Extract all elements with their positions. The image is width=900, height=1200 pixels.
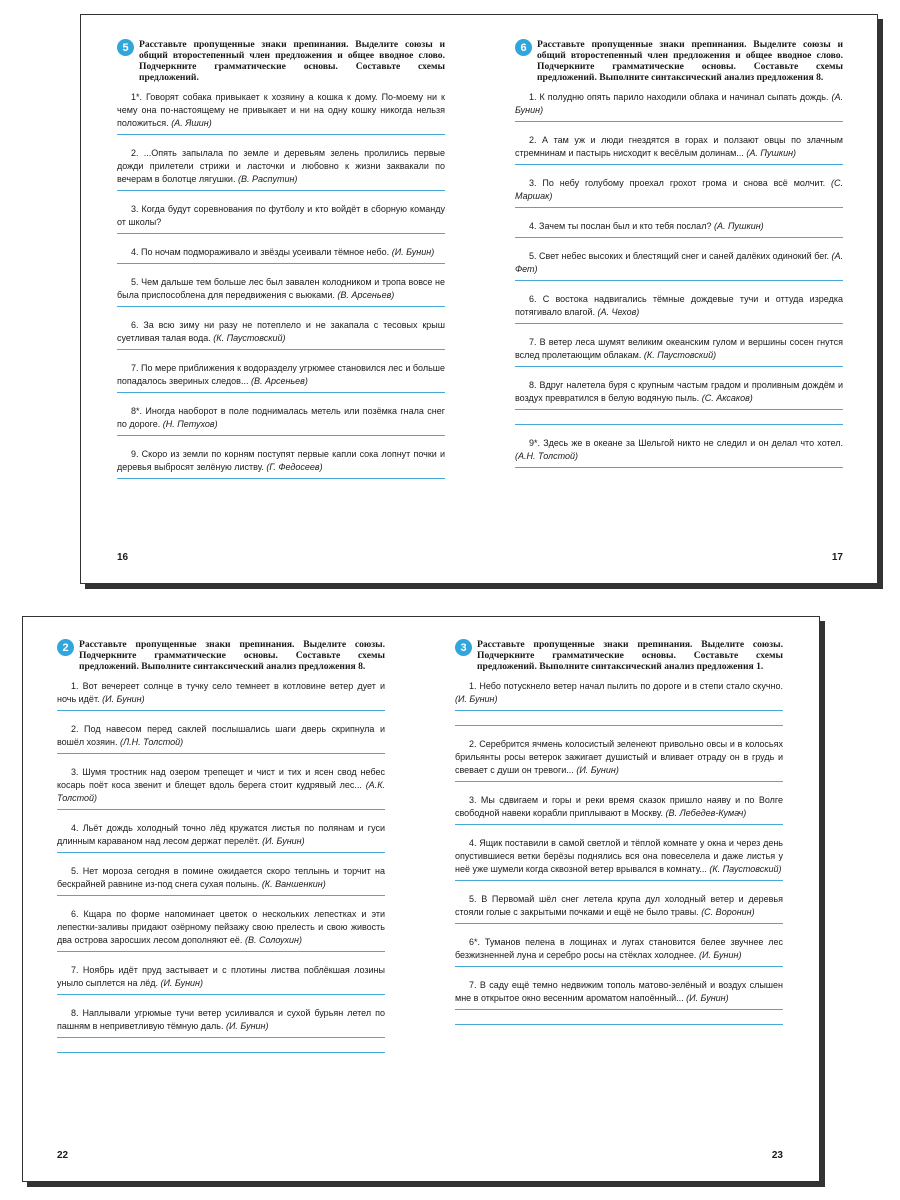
sentence-author: (В. Арсеньев) — [250, 376, 308, 386]
sentence-text: 6. За всю зиму ни разу не потеплело и не закапала с тесовых крыш суетливая талая вода. — [117, 320, 445, 343]
task-number-badge: 3 — [455, 639, 472, 656]
exercise-sentence — [117, 246, 445, 259]
sentence-author: (И. Бунин) — [455, 694, 498, 704]
sentence-text: 8. Вдруг налетела буря с крупным частым градом и проливным дождём и воздух превратился в белую водяную пыль. — [515, 380, 843, 403]
answer-line[interactable] — [515, 207, 843, 208]
exercise-sentence — [117, 319, 445, 345]
task-number-badge: 2 — [57, 639, 74, 656]
sentence-author: (А.К. Толстой) — [57, 780, 385, 803]
answer-line[interactable] — [57, 753, 385, 754]
sentence-author: (Г. Федосеев) — [266, 462, 323, 472]
exercise-item — [455, 936, 783, 967]
exercise-item — [57, 865, 385, 896]
sentence-text: 5. Нет мороза сегодня в помине ожидается скоро теплынь и торчит на бескрайней равнине из-под снега сухая полынь. — [57, 866, 385, 889]
sentence-text: 8*. Иногда наоборот в поле поднималась метель или позёмка гнала снег по дороге. — [117, 406, 445, 429]
sentence-author: (И. Бунин) — [102, 694, 145, 704]
exercise-item — [515, 379, 843, 425]
answer-line[interactable] — [455, 824, 783, 825]
sentence-text: 5. Свет небес высоких и блестящий снег и саней далёких одинокий бег. — [529, 251, 829, 261]
sentence-author: (А. Фет) — [515, 251, 843, 274]
answer-line[interactable] — [515, 323, 843, 324]
answer-line[interactable] — [455, 725, 783, 726]
exercise-item — [57, 908, 385, 952]
sentence-author: (В. Солоухин) — [244, 935, 302, 945]
exercise-item — [117, 362, 445, 393]
exercise-sentence — [515, 437, 843, 463]
answer-line[interactable] — [117, 435, 445, 436]
answer-line[interactable] — [57, 951, 385, 952]
exercise-sentence — [455, 680, 783, 706]
answer-line[interactable] — [515, 366, 843, 367]
exercise-item — [57, 766, 385, 810]
page-22 — [57, 617, 385, 1181]
exercise-item — [57, 1007, 385, 1053]
sentence-author: (И. Бунин) — [686, 993, 729, 1003]
sentence-author: (А. Чехов) — [597, 307, 640, 317]
spread-pages-22-23 — [22, 616, 820, 1182]
exercise-sentence — [455, 794, 783, 820]
sentence-text: 3. Мы сдвигаем и горы и реки время сказок пришло наяву и по Волге свободной навеки корабли приплывают в Москву. — [455, 795, 783, 818]
sentence-author: (А. Пушкин) — [713, 221, 764, 231]
exercise-item — [515, 91, 843, 122]
exercise-sentence — [57, 766, 385, 805]
exercise-item — [455, 680, 783, 726]
answer-line[interactable] — [515, 424, 843, 425]
answer-line[interactable] — [117, 306, 445, 307]
exercise-sentence — [57, 680, 385, 706]
exercise-item — [57, 822, 385, 853]
answer-line[interactable] — [515, 409, 843, 410]
exercise-sentence — [57, 822, 385, 848]
sentence-author: (И. Бунин) — [576, 765, 619, 775]
sentence-author: (К. Паустовский) — [643, 350, 717, 360]
exercise-item — [455, 893, 783, 924]
answer-line[interactable] — [515, 121, 843, 122]
exercise-sentence — [117, 91, 445, 130]
answer-line[interactable] — [117, 190, 445, 191]
exercise-item — [117, 405, 445, 436]
task-header — [455, 639, 783, 672]
task-number-badge: 5 — [117, 39, 134, 56]
exercise-item — [117, 319, 445, 350]
answer-line[interactable] — [57, 809, 385, 810]
exercise-item — [515, 177, 843, 208]
sentence-text: 2. Серебрится ячмень колосистый зеленеют привольно овсы и в колосьях брильянты росы ветерок зажигает душистый и вливает отраду он в грудь и свевает с души он тревоги... — [455, 739, 783, 775]
sentence-text: 4. По ночам подмораживало и звёзды усеивали тёмное небо. — [131, 247, 390, 257]
answer-line[interactable] — [117, 233, 445, 234]
sentence-text: 7. По мере приближения к водоразделу угрюмее становился лес и больше попадалось звериных следов... — [117, 363, 445, 386]
sentence-author: (А. Пушкин) — [746, 148, 797, 158]
sentence-text: 4. Зачем ты послан был и кто тебя послал? — [529, 221, 712, 231]
answer-line[interactable] — [515, 280, 843, 281]
answer-line[interactable] — [117, 263, 445, 264]
exercise-sentence — [515, 379, 843, 405]
answer-line[interactable] — [515, 237, 843, 238]
sentence-text: 1*. Говорят собака привыкает к хозяину а кошка к дому. По-моему ни к чему она по-настоящему не привыкает и ни на одну кошку никогда нельзя положиться. — [117, 92, 445, 128]
exercise-sentence — [515, 134, 843, 160]
sentence-text: 9*. Здесь же в океане за Шельгой никто не следил и он делал что хотел. — [529, 438, 843, 448]
exercise-item — [515, 293, 843, 324]
sentence-author: (В. Арсеньев) — [337, 290, 395, 300]
answer-line[interactable] — [455, 710, 783, 711]
answer-line[interactable] — [57, 895, 385, 896]
sentence-text: 7. В ветер леса шумят великим океанским гулом и вершины сосен гнутся вслед пролетающим облакам. — [515, 337, 843, 360]
answer-line[interactable] — [57, 710, 385, 711]
sentence-text: 3. Шумя тростник над озером трепещет и чист и тих и ясен свод небес косарь поёт коса звенит и блещет вдоль берега стоит кудрявый лес... — [57, 767, 385, 790]
exercise-item — [57, 964, 385, 995]
exercise-item — [455, 837, 783, 881]
sentence-text: 6. С востока надвигались тёмные дождевые тучи и оттуда изредка потягивало влагой. — [515, 294, 843, 317]
exercise-sentence — [455, 979, 783, 1005]
sentence-text: 6*. Туманов пелена в лощинах и лугах становится белее звучнее лес безжизненней луна и серебро росы на стёклах холоднее. — [455, 937, 783, 960]
answer-line[interactable] — [515, 467, 843, 468]
sentence-author: (В. Лебедев-Кумач) — [665, 808, 747, 818]
answer-line[interactable] — [117, 478, 445, 479]
sentence-text: 3. По небу голубому проехал грохот грома и снова всё молчит. — [529, 178, 826, 188]
exercise-sentence — [117, 405, 445, 431]
sentence-author: (И. Бунин) — [225, 1021, 269, 1031]
sentence-text: 6. Кщара по форме напоминает цветок о нескольких лепестках и эти лепестки-заливы придают озёрному пейзажу свою прелесть и свою живость два острова заросших лесом дополняют её. — [57, 909, 385, 945]
sentence-text: 8. Наплывали угрюмые тучи ветер усиливался и сухой бурьян летел по пашням в неприветливую тёмную даль. — [57, 1008, 385, 1031]
exercise-item — [455, 738, 783, 782]
sentence-text: 5. В Первомай шёл снег летела крупа дул холодный ветер и деревья стояли голые с закрытыми почками и ещё не было травы. — [455, 894, 783, 917]
exercise-sentence — [117, 147, 445, 186]
sentence-text: 4. Ящик поставили в самой светлой и тёплой комнате у окна и через день опустившиеся ветки берёзы поднялись вся она повеселела и даже листья у неё уже шумели когда сквозной ветер врывался в комнату... — [455, 838, 783, 874]
answer-line[interactable] — [455, 880, 783, 881]
exercise-item — [455, 979, 783, 1025]
exercise-sentence — [515, 91, 843, 117]
exercise-sentence — [57, 1007, 385, 1033]
exercise-item — [455, 794, 783, 825]
sentence-author: (И. Бунин) — [391, 247, 435, 257]
exercise-item — [515, 250, 843, 281]
page-17 — [515, 15, 843, 583]
exercise-sentence — [515, 177, 843, 203]
exercise-sentence — [57, 865, 385, 891]
page-number: 16 — [117, 552, 129, 563]
sentence-author: (С. Аксаков) — [701, 393, 753, 403]
sentence-text: 2. Под навесом перед саклей послышались шаги дверь скрипнула и вошёл хозяин. — [57, 724, 385, 747]
answer-line[interactable] — [57, 994, 385, 995]
sentence-text: 9. Скоро из земли по корням поступят первые капли сока лопнут почки и деревья выбросят зелёную листву. — [117, 449, 445, 472]
page-23 — [455, 617, 783, 1181]
exercise-sentence — [455, 893, 783, 919]
sentence-author: (А. Яшин) — [171, 118, 212, 128]
answer-line[interactable] — [455, 923, 783, 924]
sentence-text: 5. Чем дальше тем больше лес был завален колодником и тропа вовсе не была приспособлена для передвижения с вьюками. — [117, 277, 445, 300]
exercise-item — [117, 448, 445, 479]
exercise-item — [117, 147, 445, 191]
exercise-sentence — [515, 220, 843, 233]
answer-line[interactable] — [57, 1052, 385, 1053]
sentence-author: (В. Распутин) — [237, 174, 298, 184]
task-header — [515, 39, 843, 83]
exercise-sentence — [57, 964, 385, 990]
sentence-text: 1. Вот вечереет солнце в тучку село темнеет в котловине ветер дует и ночь идёт. — [57, 681, 385, 704]
sentence-text: 2. ...Опять запылала по земле и деревьям зелень пролились первые дожди прилетели стрижи и ласточки и любовно к жизни заквакали по вечерам в болотце лягушки. — [117, 148, 445, 184]
exercise-item — [57, 680, 385, 711]
spread-pages-16-17 — [80, 14, 878, 584]
task-header — [57, 639, 385, 672]
answer-line[interactable] — [117, 349, 445, 350]
page-number: 23 — [771, 1150, 783, 1161]
exercise-sentence — [117, 362, 445, 388]
sentence-author: (Л.Н. Толстой) — [119, 737, 184, 747]
answer-line[interactable] — [455, 781, 783, 782]
exercise-sentence — [515, 293, 843, 319]
sentence-author: (С. Воронин) — [701, 907, 755, 917]
exercise-item — [117, 91, 445, 135]
sentence-author: (С. Маршак) — [515, 178, 843, 201]
exercise-item — [57, 723, 385, 754]
exercise-sentence — [515, 250, 843, 276]
sentence-text: 7. В саду ещё темно недвижим тополь матово-зелёный и воздух слышен мне в открытое окно весенним ароматом напоённый... — [455, 980, 783, 1003]
exercise-item — [515, 134, 843, 165]
sentence-text: 7. Ноябрь идёт пруд застывает и с плотины листва поблёкшая лозины уныло сыплется на лёд. — [57, 965, 385, 988]
exercise-sentence — [117, 276, 445, 302]
sentence-text: 1. Небо потускнело ветер начал пылить по дороге и в степи стало скучно. — [469, 681, 783, 691]
task-header — [117, 39, 445, 83]
sentence-author: (И. Бунин) — [698, 950, 742, 960]
task-instruction: Расставьте пропущенные знаки препинания. Выделите союзы и общий второстепенный член предложения и общее вводное слово. Подчеркните грамматические основы. Составьте схемы предложений. — [139, 39, 445, 83]
exercise-item — [117, 203, 445, 234]
exercise-item — [515, 437, 843, 468]
page-16 — [117, 15, 445, 583]
sentence-author: (А. Бунин) — [515, 92, 843, 115]
sentence-author: (И. Бунин) — [160, 978, 204, 988]
task-instruction: Расставьте пропущенные знаки препинания. Выделите союзы. Подчеркните грамматические основы. Составьте схемы предложений. Выполните синтаксический анализ предложения 8. — [79, 639, 385, 672]
sentence-author: (А.Н. Толстой) — [515, 451, 578, 461]
exercise-sentence — [117, 448, 445, 474]
sentence-author: (К. Паустовский) — [709, 864, 782, 874]
sentence-author: (К. Ваншенкин) — [261, 879, 326, 889]
page-number: 17 — [831, 552, 843, 563]
exercise-sentence — [117, 203, 445, 229]
exercise-item — [117, 246, 445, 264]
task-instruction: Расставьте пропущенные знаки препинания. Выделите союзы и общий второстепенный член предложения и общее вводное слово. Подчеркните грамматические основы. Составьте схемы предложений. Выполните синтаксический анализ предложения 8. — [537, 39, 843, 83]
answer-line[interactable] — [455, 1009, 783, 1010]
answer-line[interactable] — [515, 164, 843, 165]
exercise-sentence — [515, 336, 843, 362]
answer-line[interactable] — [455, 1024, 783, 1025]
sentence-author: (И. Бунин) — [262, 836, 305, 846]
task-instruction: Расставьте пропущенные знаки препинания. Выделите союзы. Подчеркните грамматические основы. Составьте схемы предложений. Выполните синтаксический анализ предложения 1. — [477, 639, 783, 672]
answer-line[interactable] — [57, 852, 385, 853]
exercise-sentence — [455, 738, 783, 777]
sentence-author: (К. Паустовский) — [213, 333, 286, 343]
exercise-sentence — [455, 936, 783, 962]
task-number-badge: 6 — [515, 39, 532, 56]
exercise-item — [117, 276, 445, 307]
exercise-sentence — [455, 837, 783, 876]
answer-line[interactable] — [117, 134, 445, 135]
sentence-author: (Н. Петухов) — [162, 419, 218, 429]
exercise-item — [515, 220, 843, 238]
answer-line[interactable] — [455, 966, 783, 967]
sentence-text: 1. К полудню опять парило находили облака и начинал сыпать дождь. — [529, 92, 829, 102]
exercise-item — [515, 336, 843, 367]
exercise-sentence — [57, 723, 385, 749]
sentence-text: 2. А там уж и люди гнездятся в горах и ползают овцы по злачным стремнинам и пастырь нисходит к весёлым долинам... — [515, 135, 843, 158]
exercise-sentence — [57, 908, 385, 947]
page-number: 22 — [57, 1150, 69, 1161]
answer-line[interactable] — [57, 1037, 385, 1038]
sentence-text: 3. Когда будут соревнования по футболу и кто войдёт в сборную команду от школы? — [117, 204, 445, 227]
answer-line[interactable] — [117, 392, 445, 393]
sentence-text: 4. Льёт дождь холодный точно лёд кружатся листья по полянам и гуси длинным караваном над лесом держат перелёт. — [57, 823, 385, 846]
